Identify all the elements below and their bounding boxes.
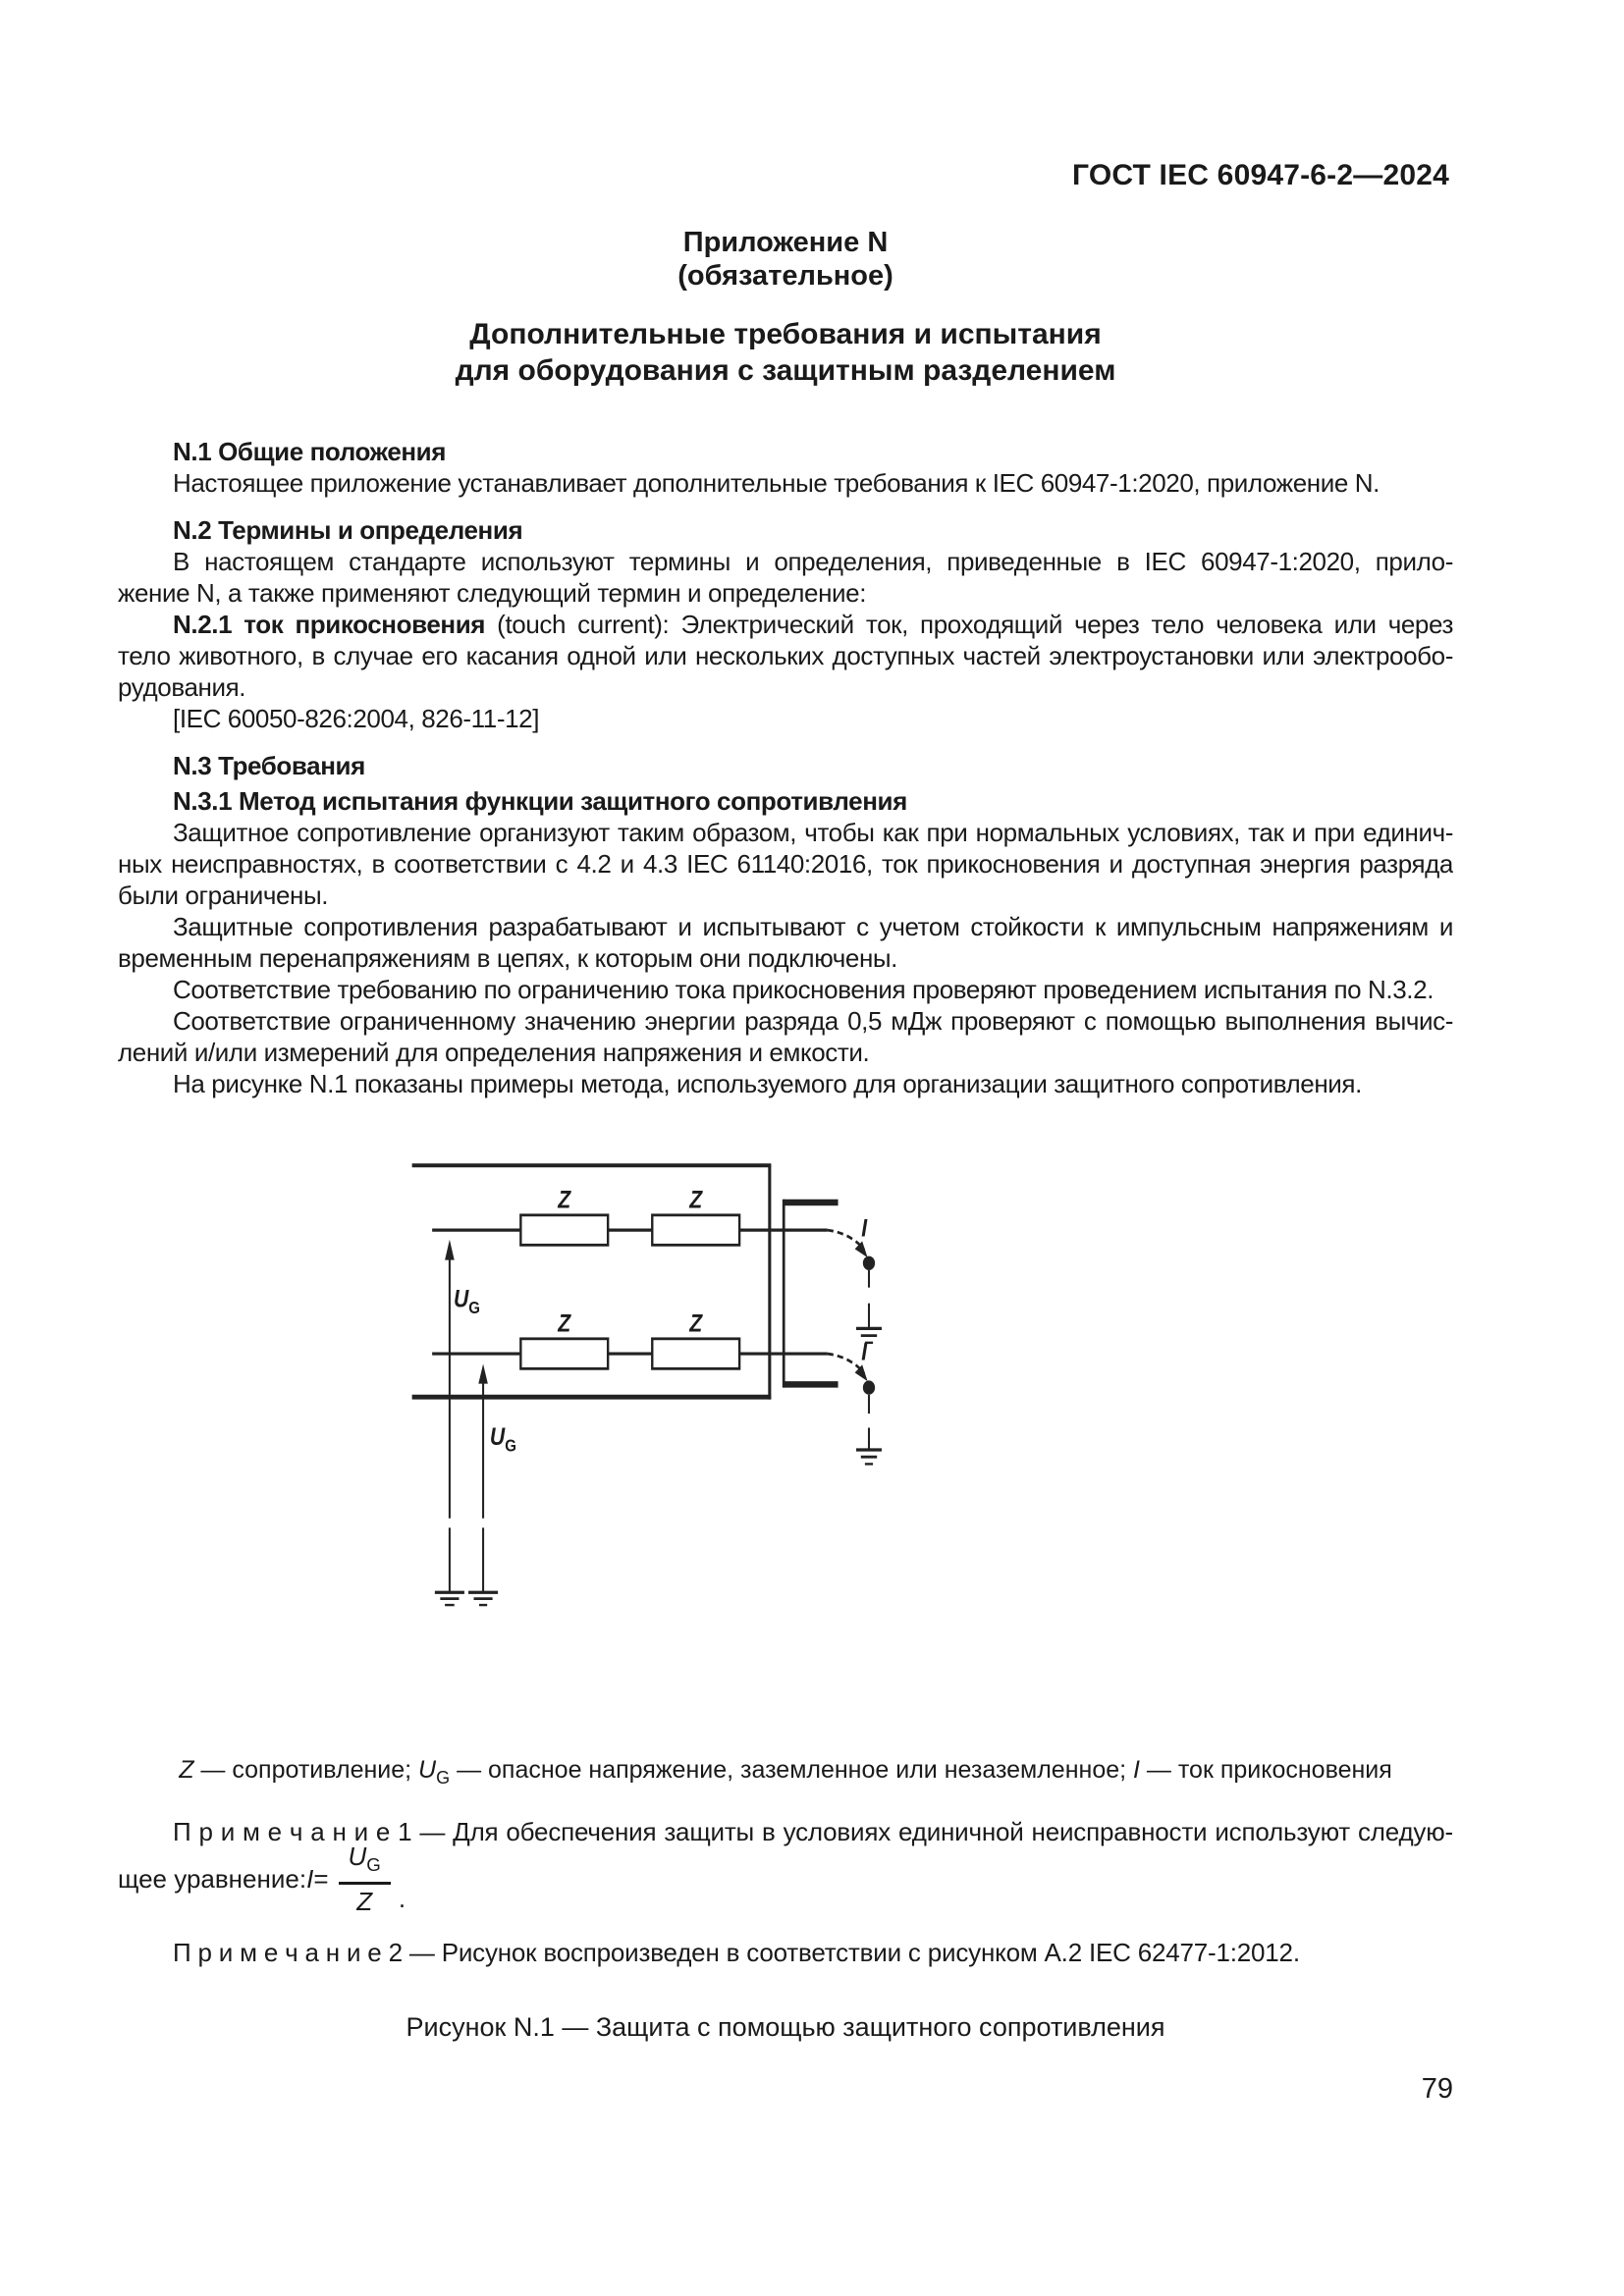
formula-period: . — [398, 1884, 406, 1913]
resistor-z — [652, 1339, 739, 1368]
earth-ground-symbol — [468, 1592, 498, 1605]
arrowhead — [478, 1364, 488, 1384]
paragraph — [118, 1005, 1453, 1068]
touch-current-path-2 — [828, 1338, 882, 1465]
fraction-numerator: $U_G$ — [339, 1843, 391, 1884]
text-line: Настоящее приложение устанавливает дополнительные требования к IEC 60947-1:2020, приложение N. — [173, 468, 1380, 498]
text-line: тело животного, в случае его касания одной или нескольких доступных частей электроустановки или электрообо- — [118, 641, 1453, 670]
text-line: N.2.1 ток прикосновения (touch current): Электрический ток, проходящий через тело человека или через — [173, 610, 1453, 639]
annex-status: (обязательное) — [677, 260, 893, 292]
fraction-denominator: Z — [356, 1886, 373, 1916]
text-line: N.3.1 Метод испытания функции защитного сопротивления — [173, 786, 907, 816]
accessible-part-bracket — [784, 1200, 838, 1388]
note-2: П р и м е ч а н и е 2 — Рисунок воспроизведен в соответствии с рисунком А.2 IEC 62477-1:2012. — [173, 1938, 1300, 1967]
paragraph — [118, 467, 1453, 499]
circuit-wires — [432, 1230, 827, 1354]
text-line: ных неисправностях, в соответствии с 4.2 и 4.3 IEC 61140:2016, ток прикосновения и доступная энергия разряда — [118, 849, 1453, 879]
voltage-ug-label: UG — [454, 1285, 480, 1318]
voltage-arrow-2 — [468, 1364, 516, 1606]
text-line: Соответствие ограниченному значению энергии разряда 0,5 мДж проверяют с помощью выполнения вычис- — [173, 1006, 1453, 1036]
note-1-line-1: П р и м е ч а н и е 1 — Для обеспечения защиты в условиях единичной неисправности используют следую- — [173, 1817, 1453, 1846]
paragraph — [118, 609, 1453, 703]
z-label: Z — [558, 1308, 571, 1337]
section-heading — [118, 514, 1453, 546]
earth-ground-symbol — [435, 1592, 464, 1605]
annex-title — [118, 316, 1453, 389]
resistor-z — [520, 1215, 608, 1245]
text-line: Защитные сопротивления разрабатывают и испытывают с учетом стойкости к импульсным напряжениям и — [173, 912, 1453, 941]
paragraph — [118, 817, 1453, 911]
impedance-row-1 — [520, 1186, 739, 1245]
text-line: Защитное сопротивление организуют таким образом, чтобы как при нормальных условиях, так и при единич- — [173, 818, 1453, 847]
section-heading — [118, 785, 1453, 817]
formula-fraction — [339, 1842, 391, 1916]
text-line: [IEC 60050-826:2004, 826-11-12] — [173, 704, 540, 733]
touch-current-path-1 — [828, 1214, 882, 1343]
paragraph — [118, 546, 1453, 609]
text-line: N.2 Термины и определения — [173, 515, 523, 545]
figure-legend: Z — сопротивление; $U_G$ — опасное напряжение, заземленное или незаземленное; I — ток прикосновения — [179, 1756, 1392, 1788]
text-line: На рисунке N.1 показаны примеры метода, используемого для организации защитного сопротивления. — [173, 1069, 1362, 1098]
annex-title-line-1: Дополнительные требования и испытания — [469, 318, 1102, 350]
paragraph — [118, 911, 1453, 974]
note-1-formula — [118, 1842, 1453, 1916]
formula-prefix: щее уравнение: — [118, 1863, 307, 1894]
text-line: рудования. — [118, 672, 246, 702]
text-line: N.3 Требования — [173, 751, 365, 780]
text-line: N.1 Общие положения — [173, 437, 447, 466]
formula-equals: = — [313, 1863, 329, 1894]
resistor-z — [652, 1215, 739, 1245]
paragraph — [118, 703, 1453, 734]
page-number: 79 — [1421, 2073, 1453, 2105]
touch-point-dot — [863, 1380, 875, 1394]
annex-label: Приложение N — [682, 227, 889, 258]
text-line: были ограничены. — [118, 881, 329, 910]
figure-caption: Рисунок N.1 — Защита с помощью защитного сопротивления — [406, 2012, 1165, 2042]
text-line: В настоящем стандарте используют термины и определения, приведенные в IEC 60947-1:2020, прило- — [173, 547, 1453, 576]
impedance-row-2 — [520, 1309, 739, 1368]
paragraph — [118, 1068, 1453, 1099]
text-line: временным перенапряжениям в цепях, к которым они подключены. — [118, 943, 898, 973]
earth-ground-symbol — [856, 1328, 882, 1342]
touch-point-dot — [863, 1256, 875, 1270]
section-heading — [118, 750, 1453, 781]
voltage-arrow-1 — [435, 1240, 480, 1605]
z-label: Z — [558, 1186, 571, 1214]
figure-n1-circuit-diagram — [373, 1139, 1178, 1777]
voltage-ug-label: UG — [489, 1422, 516, 1456]
resistor-z — [520, 1339, 608, 1368]
paragraph — [118, 974, 1453, 1005]
text-line: лений и/или измерений для определения напряжения и емкости. — [118, 1038, 870, 1067]
text-line: жение N, а также применяют следующий термин и определение: — [118, 578, 867, 608]
standard-designation: ГОСТ IEC 60947-6-2—2024 — [1072, 159, 1449, 191]
section-heading — [118, 436, 1453, 467]
text-line: Соответствие требованию по ограничению тока прикосновения проверяют проведением испытания по N.3.2. — [173, 975, 1435, 1004]
annex-title-line-2: для оборудования с защитным разделением — [455, 354, 1116, 387]
text-flow — [118, 436, 1453, 1099]
current-i-label: I — [861, 1213, 868, 1242]
z-label: Z — [689, 1308, 703, 1337]
formula-current-var: I — [306, 1863, 314, 1894]
z-label: Z — [689, 1186, 703, 1214]
current-i-label: I — [861, 1337, 868, 1365]
earth-ground-symbol — [856, 1450, 882, 1464]
